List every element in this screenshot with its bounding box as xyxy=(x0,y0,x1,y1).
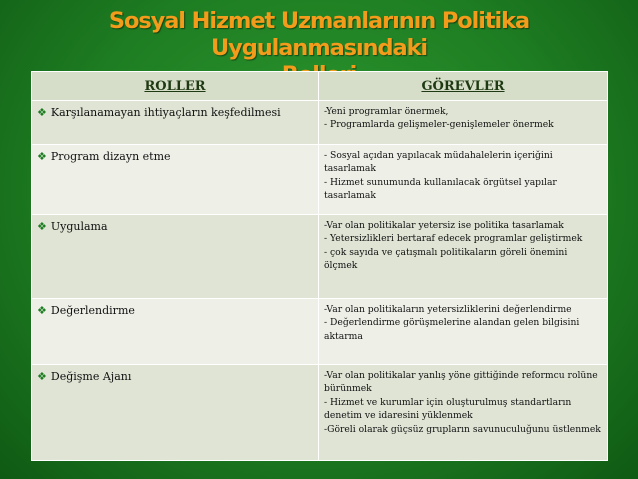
task-item: - Değerlendirme görüşmelerine alandan gelen bilgisini aktarma xyxy=(324,317,580,342)
diamond-bullet-icon: ❖ xyxy=(37,304,47,317)
role-label: Değerlendirme xyxy=(50,304,135,317)
task-item: - Sosyal açıdan yapılacak müdahalelerin içeriğini tasarlamak xyxy=(324,150,553,175)
table-header-row xyxy=(32,72,608,101)
diamond-bullet-icon: ❖ xyxy=(37,370,47,383)
title-line-1: Sosyal Hizmet Uzmanlarının Politika Uygulanmasındaki xyxy=(108,8,530,61)
role-cell xyxy=(32,365,319,461)
roles-table xyxy=(31,71,608,461)
table-row xyxy=(32,365,608,461)
task-item: -Var olan politikaların yetersizliklerini değerlendirme xyxy=(324,304,572,315)
header-gorevler: GÖREVLER xyxy=(319,72,608,101)
table-row xyxy=(32,215,608,299)
role-cell xyxy=(32,145,319,215)
diamond-bullet-icon: ❖ xyxy=(37,106,47,119)
role-cell xyxy=(32,215,319,299)
role-cell xyxy=(32,299,319,365)
task-item: - Yetersizlikleri bertaraf edecek programlar geliştirmek xyxy=(324,233,583,245)
diamond-bullet-icon: ❖ xyxy=(37,150,47,163)
task-item: - Hizmet ve kurumlar için oluşturulmuş standartların denetim ve idaresini yüklenmek xyxy=(324,396,572,422)
task-item: - Hizmet sunumunda kullanılacak örgütsel yapılar tasarlamak xyxy=(324,176,557,202)
role-label: Değişme Ajanı xyxy=(50,370,132,383)
tasks-cell xyxy=(319,145,608,215)
tasks-cell xyxy=(319,299,608,365)
diamond-bullet-icon: ❖ xyxy=(37,220,47,233)
task-item: -Göreli olarak güçsüz grupların savunuculuğunu üstlenmek xyxy=(324,423,601,435)
task-item: -Yeni programlar önermek, xyxy=(324,106,449,117)
task-item: -Var olan politikalar yetersiz ise politika tasarlamak xyxy=(324,220,564,231)
table-row xyxy=(32,299,608,365)
tasks-cell xyxy=(319,215,608,299)
table-row xyxy=(32,145,608,215)
role-cell xyxy=(32,101,319,145)
table-row xyxy=(32,101,608,145)
tasks-cell xyxy=(319,101,608,145)
role-label: Karşılanamayan ihtiyaçların keşfedilmesi xyxy=(50,106,281,119)
role-label: Program dizayn etme xyxy=(50,150,171,163)
tasks-cell xyxy=(319,365,608,461)
header-roller: ROLLER xyxy=(32,72,319,101)
role-label: Uygulama xyxy=(50,220,108,233)
task-item: - Programlarda gelişmeler-genişlemeler önermek xyxy=(324,119,554,131)
task-item: - çok sayıda ve çatışmalı politikaların göreli önemini ölçmek xyxy=(324,246,568,272)
task-item: -Var olan politikalar yanlış yöne gittiğinde reformcu rolüne bürünmek xyxy=(324,370,598,395)
